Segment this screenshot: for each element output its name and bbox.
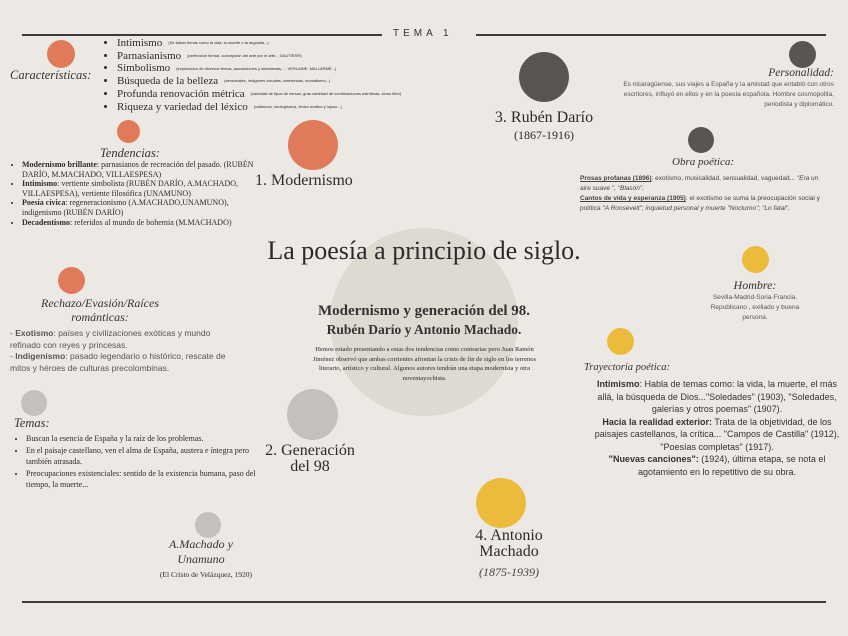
list-item: • Buscan la esencia de España y la raíz de los problemas.: [26, 433, 256, 445]
caracteristicas-list: [105, 37, 447, 113]
subtitle-1: Modernismo y generación del 98.: [317, 303, 531, 319]
dot-temas: [21, 390, 47, 416]
personalidad-label: Personalidad:: [768, 67, 834, 79]
dot-caracteristicas: [47, 40, 75, 68]
hombre-label: Hombre:: [733, 278, 777, 292]
dario-heading: 3. Rubén Darío: [494, 109, 594, 126]
list-item: • Búsqueda de la belleza (sensoriales, imágenes visuales, sinestesias, cromatismo...): [117, 75, 447, 88]
dot-modernismo: [288, 120, 338, 170]
list-item: • Modernismo brillante: parnasianos de recreación del pasado. (RUBÉN DARÍO, M.MACHADO, VILLAESPESA): [22, 160, 262, 179]
machado-heading: 4. Antonio Machado: [475, 527, 543, 560]
list-item: • Parnasianismo (perfección formal, concepción del arte por el arte... GAUTIERR): [117, 50, 447, 63]
machado-unamuno-label: A.Machado y Unamuno: [169, 537, 233, 566]
temas-list: [14, 433, 256, 491]
bottom-rule: [22, 601, 826, 603]
tema-label: TEMA 1: [393, 28, 453, 39]
tendencias-list: [10, 160, 262, 227]
trayectoria-label: Trayectoria poética:: [584, 362, 671, 373]
machado-unamuno-note: (El Cristo de Velázquez, 1920): [159, 570, 253, 579]
dot-machado: [476, 478, 526, 528]
list-item: • Simbolismo (exploración de diversos temas, asociaciones y sinestesias, ... VERLAINE, MALLARMÉ...): [117, 62, 447, 75]
dot-hombre: [742, 246, 769, 273]
page-title: La poesía a principio de siglo.: [267, 236, 581, 265]
machado-years: (1875-1939): [479, 565, 539, 579]
list-item: • Decadentismo: referidos al mundo de bohemia (M.MACHADO): [22, 218, 262, 228]
dot-trayectoria: [607, 328, 634, 355]
list-item: • Intimismo: vertiente simbolista (RUBÉN DARÍO, A.MACHADO, VILLAESPESA), vertiente filosófica (UNAMUNO): [22, 179, 262, 198]
list-item: • Intimismo (Se tratan temas como la vida, la muerte o la angustia...): [117, 37, 447, 50]
temas-label: Temas:: [14, 416, 50, 430]
top-rule-right: [476, 34, 826, 36]
list-item: • Riqueza y variedad del léxico (cultismos, neologismos, léxico exótico y lujoso...): [117, 101, 447, 114]
list-item: • Preocupaciones existenciales: sentido de la existencia humana, paso del tiempo, la muerte...: [26, 468, 256, 491]
modernismo-heading: 1. Modernismo: [255, 172, 353, 189]
center-body: Hemos estado presentando a estas dos tendencias como contrarias pero Juan Ramón Jiménez observó que ambas corrientes afrontan la crisis de fin de siglo en los terrenos literario, artístico y cultural. Algunos autores tendrán una etapa modernista y otra noventayochista.: [312, 346, 537, 382]
dot-rechazo: [58, 267, 85, 294]
dario-years: (1867-1916): [514, 128, 574, 142]
list-item: • En el paisaje castellano, ven el alma de España, austera e íntegra pero también atrasada.: [26, 445, 256, 468]
personalidad-text: Es nicaragüense, sus viajes a España y la amistad que entabló con otros escritores, influyó en ellos y en la poesía española. Hombre cosmopolita, periodista y diplomático.: [623, 81, 834, 108]
rechazo-text: [10, 328, 230, 374]
dot-machado-unamuno: [195, 512, 221, 538]
trayectoria-intimismo: Intimismo: Habla de temas como: la vida, la muerte, el más allá, la búsqueda de Dios..."Soledades" (1903), "Soledades, galerías y otros poemas" (1907).: [596, 379, 838, 414]
trayectoria-realidad: Hacia la realidad exterior: Trata de la objetividad, de los paisajes castellanos, la crítica... "Campos de Castilla" (1912), "Poesías completas" (1917).: [594, 416, 840, 452]
dot-obra: [688, 127, 714, 153]
list-item: • Poesía cívica: regeneracionismo (A.MACHADO,UNAMUNO), indigenismo (RUBÉN DARÍO): [22, 198, 262, 217]
trayectoria-nuevas: "Nuevas canciones": (1924), última etapa, se nota el agotamiento en lo repetitivo de su obra.: [608, 454, 826, 477]
dot-tendencias: [117, 120, 140, 143]
dot-generacion: [287, 389, 338, 440]
rechazo-exotismo: - Exotismo: países y civilizaciones exóticas y mundo refinado con reyes y princesas.: [10, 328, 211, 350]
generacion98-heading: 2. Generación del 98: [265, 442, 355, 475]
list-item: • Profunda renovación métrica (variedad de tipos de versos, gran variedad de combinaciones estróficas, verso libre): [117, 88, 447, 101]
subtitle-2: Rubén Darío y Antonio Machado.: [326, 322, 522, 337]
trayectoria-text: [592, 378, 842, 478]
dot-personalidad: [789, 41, 816, 68]
obra-item-cantos: Cantos de vida y esperanza (1905): el exotismo se suma la preocupación social y política "A Roosevelt"; inquietud personal y muerte "Nocturno"; "Lo fatal".: [580, 195, 820, 212]
tendencias-label: Tendencias:: [100, 146, 160, 160]
obra-label: Obra poética:: [672, 156, 735, 168]
rechazo-indigenismo: - Indigenismo: pasado legendario o histórico, rescate de mitos y héroes de culturas precolombinas.: [10, 351, 226, 373]
hombre-text: Sevilla-Madrid-Soria-Francia. Republicano , exiliado y buena persona.: [710, 294, 800, 321]
obra-text: [580, 174, 828, 214]
obra-item-prosas: Prosas profanas (1896): exotismo, musicalidad, sensualidad, vaguedad... "Era un aire suave ", "Blasón".: [580, 175, 819, 192]
top-rule-left: [22, 34, 382, 36]
dot-dario: [519, 52, 569, 102]
caracteristicas-label: Características:: [10, 68, 92, 82]
rechazo-label: Rechazo/Evasión/Raíces románticas:: [41, 296, 159, 324]
